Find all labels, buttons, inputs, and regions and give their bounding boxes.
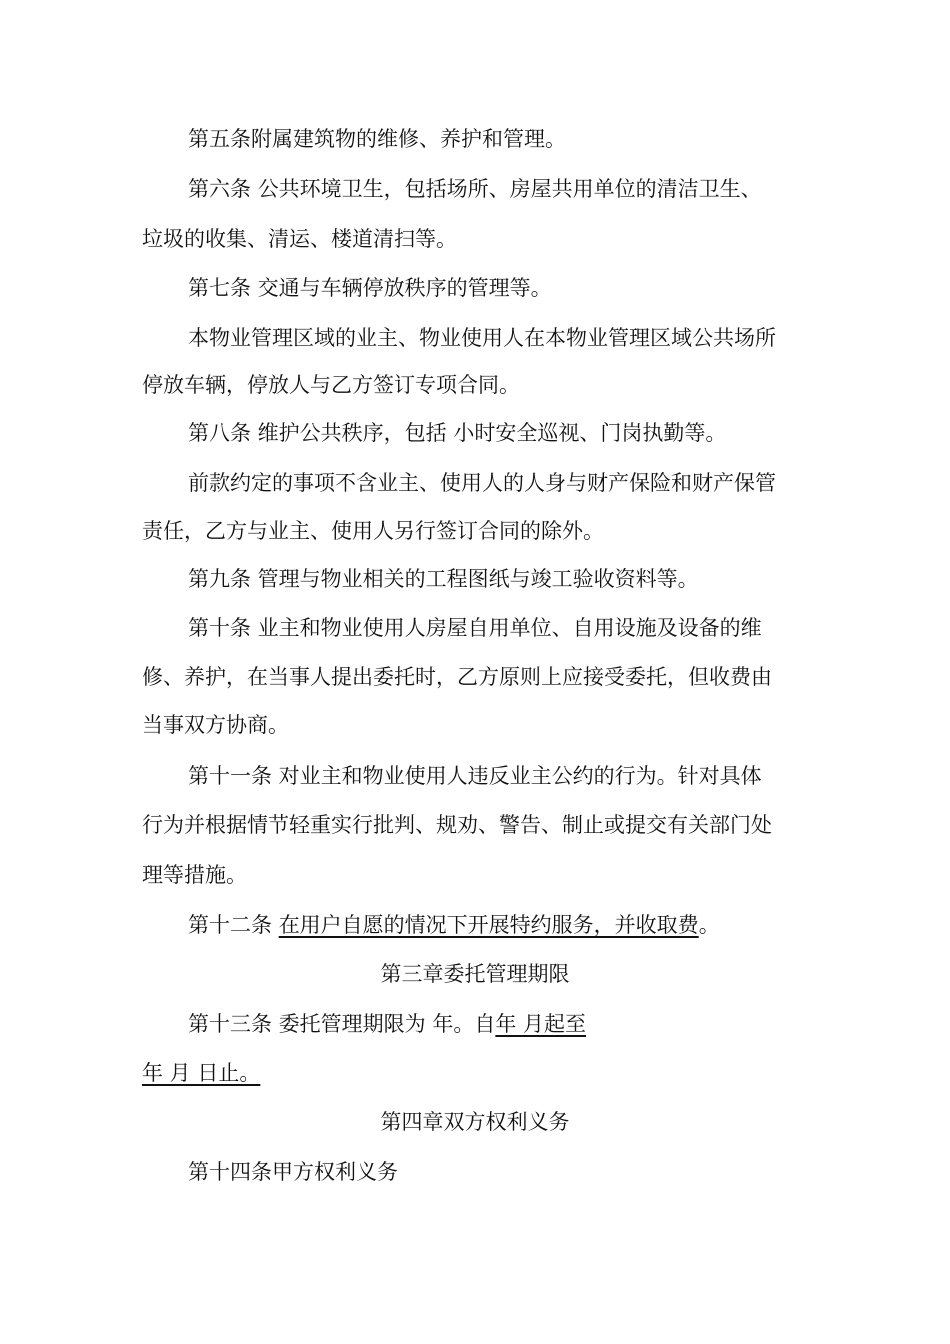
article-11-line-3: 理等措施。: [142, 863, 247, 887]
article-11-line-2: 行为并根据情节轻重实行批判、规劝、警告、制止或提交有关部门处: [142, 813, 772, 837]
paragraph-parking-line-2: 停放车辆，停放人与乙方签订专项合同。: [142, 373, 520, 397]
paragraph-insurance-line-1: 前款约定的事项不含业主、使用人的人身与财产保险和财产保管: [188, 471, 776, 495]
article-7: 第七条 交通与车辆停放秩序的管理等。: [188, 276, 552, 300]
paragraph-parking-line-1: 本物业管理区域的业主、物业使用人在本物业管理区域公共场所: [188, 326, 776, 350]
article-12: [188, 910, 720, 940]
article-10-line-3: 当事双方协商。: [142, 713, 289, 737]
article-8: 第八条 维护公共秩序，包括 小时安全巡视、门岗执勤等。: [188, 421, 727, 445]
article-14: 第十四条甲方权利义务: [188, 1160, 398, 1184]
paragraph-insurance-line-2: 责任，乙方与业主、使用人另行签订合同的除外。: [142, 519, 604, 543]
chapter-3-heading: 第三章委托管理期限: [380, 962, 570, 986]
article-13-line-2: 年 月 日止。: [142, 1061, 261, 1085]
chapter-4-heading: 第四章双方权利义务: [380, 1110, 570, 1134]
article-10-line-2: 修、养护，在当事人提出委托时，乙方原则上应接受委托，但收费由: [142, 665, 772, 689]
article-11-line-1: 第十一条 对业主和物业使用人违反业主公约的行为。针对具体: [188, 764, 762, 788]
article-5: 第五条附属建筑物的维修、养护和管理。: [188, 127, 566, 151]
article-12-underlined: 在用户自愿的情况下开展特约服务，并收取费: [278, 913, 699, 937]
article-13-underlined: 年 月起至: [495, 1012, 587, 1036]
article-12-suffix: 。: [698, 913, 720, 937]
article-13-line-1: [188, 1009, 586, 1039]
article-13-prefix: 第十三条 委托管理期限为 年。自: [188, 1012, 496, 1036]
article-10-line-1: 第十条 业主和物业使用人房屋自用单位、自用设施及设备的维: [188, 616, 762, 640]
article-12-prefix: 第十二条: [188, 913, 279, 937]
article-6-line-2: 垃圾的收集、清运、楼道清扫等。: [142, 227, 457, 251]
article-6-line-1: 第六条 公共环境卫生，包括场所、房屋共用单位的清洁卫生、: [188, 177, 762, 201]
article-9: 第九条 管理与物业相关的工程图纸与竣工验收资料等。: [188, 567, 699, 591]
